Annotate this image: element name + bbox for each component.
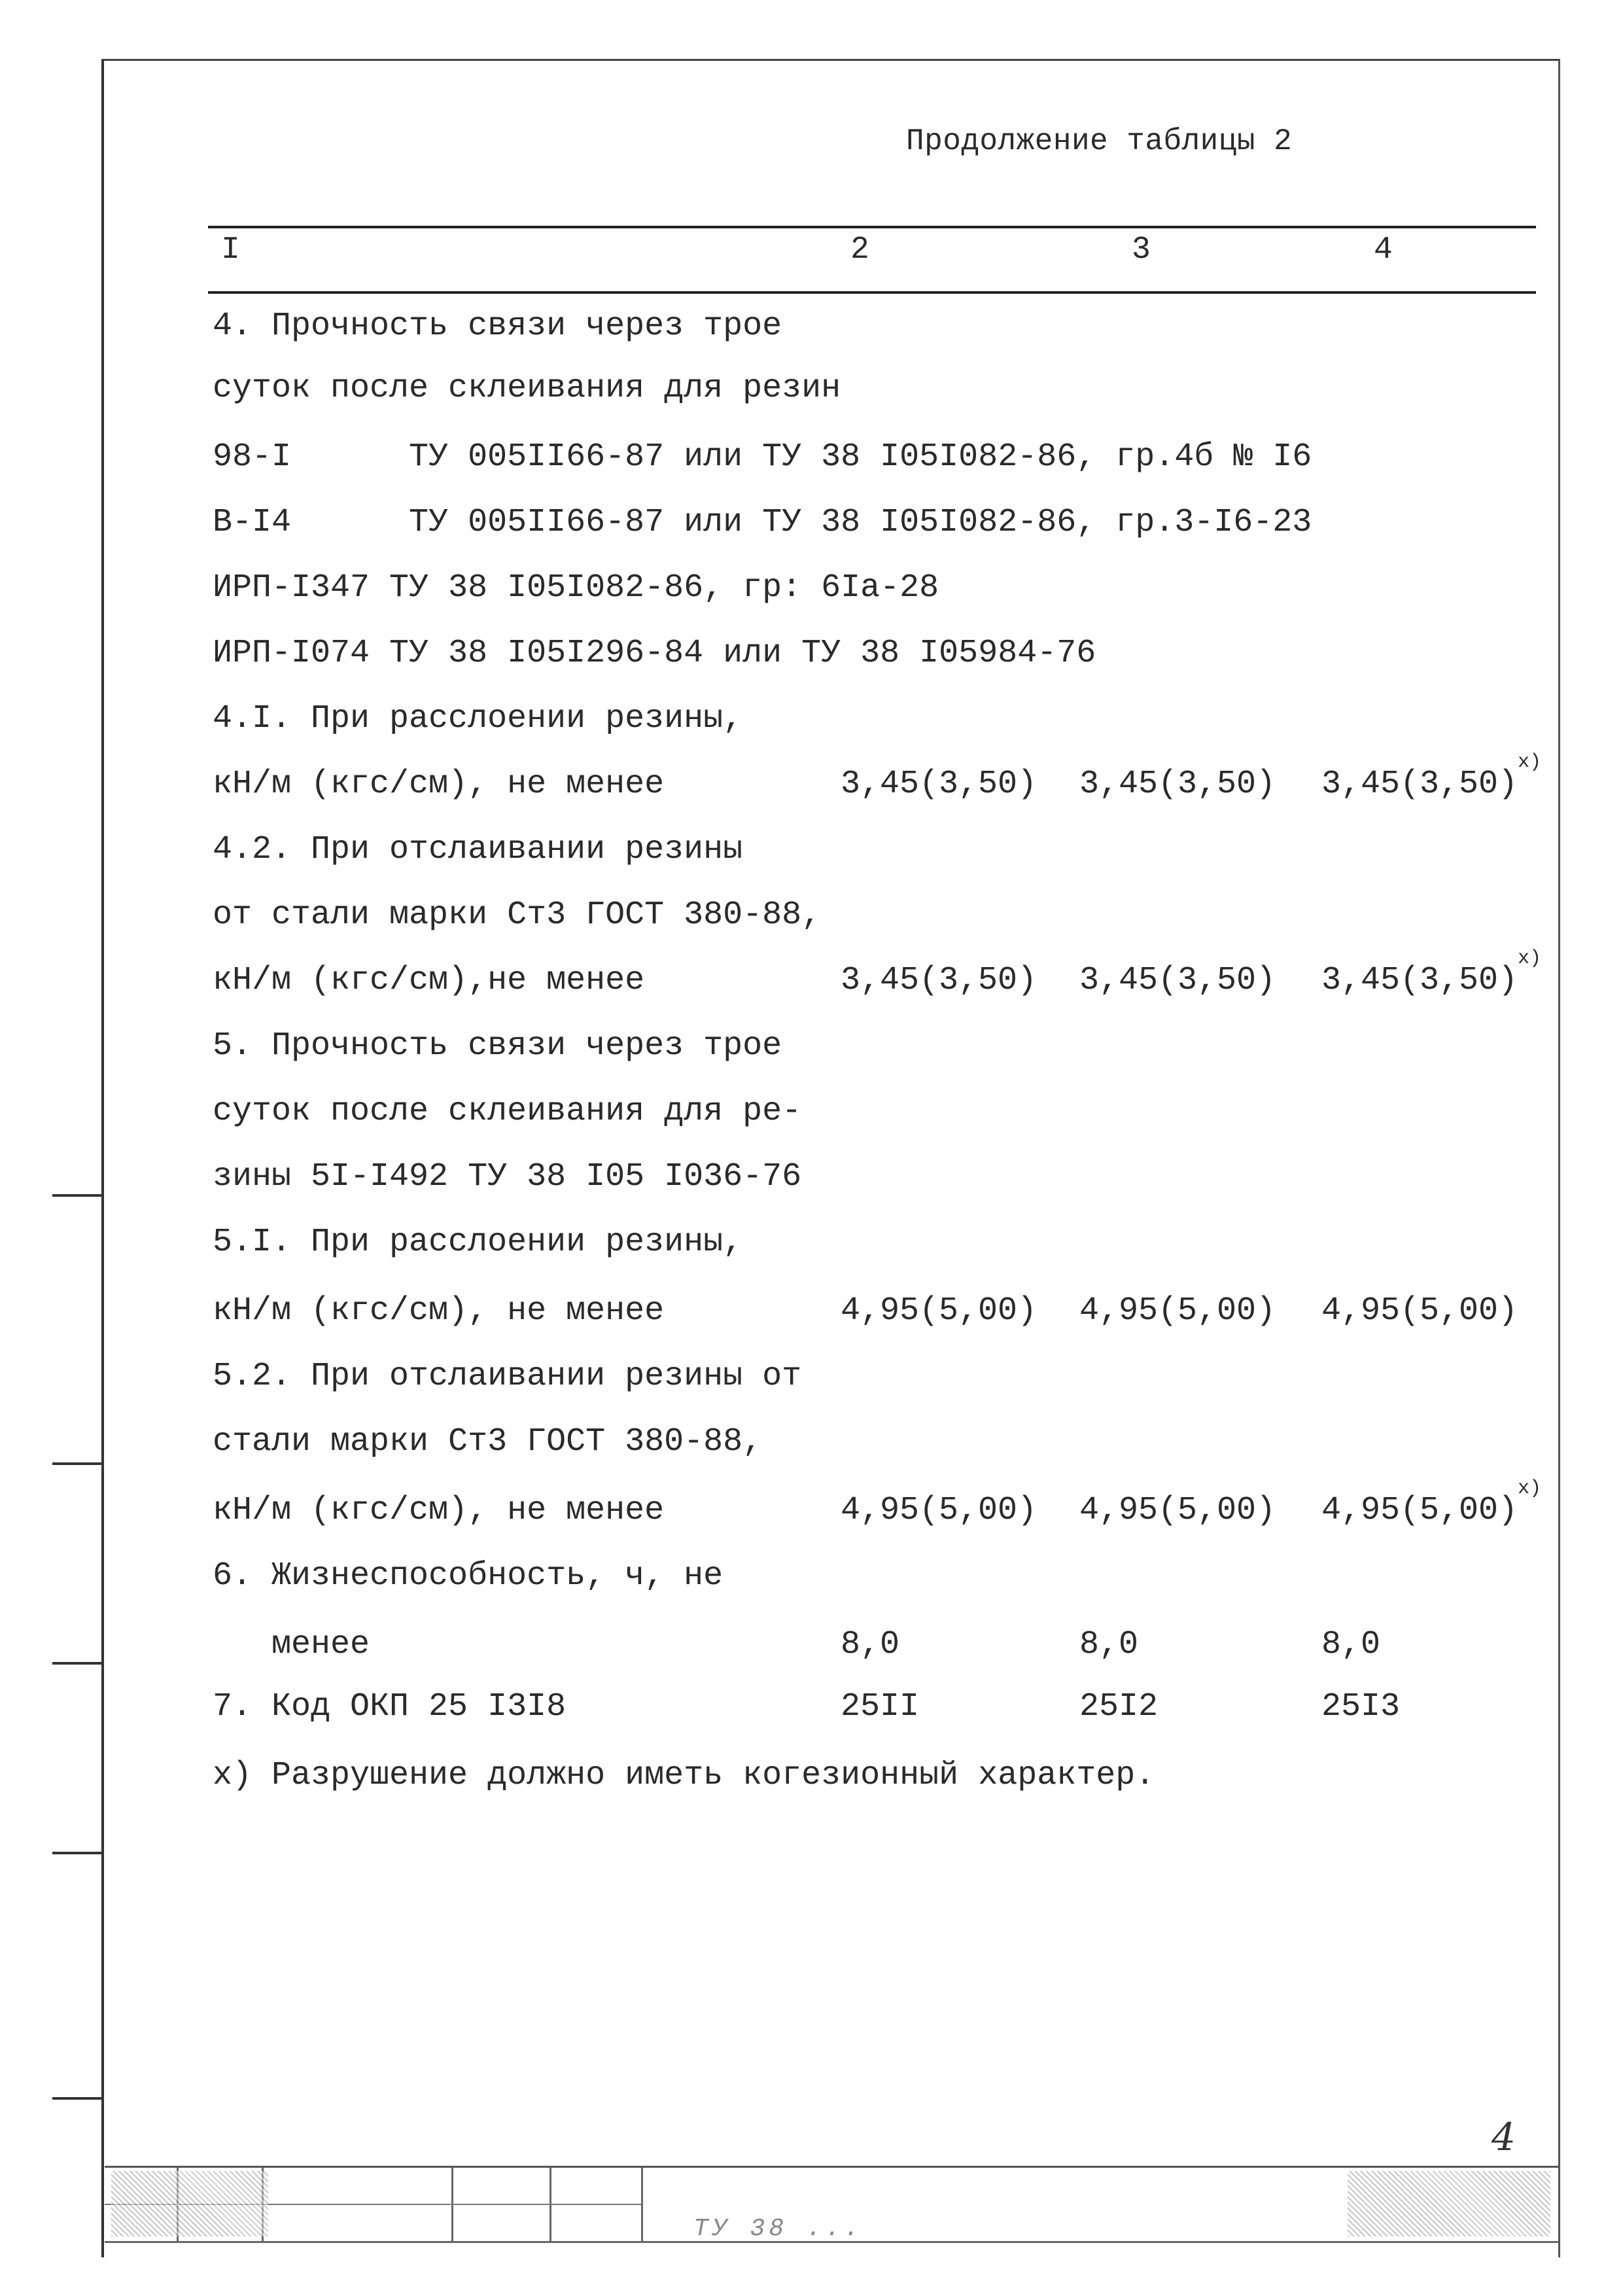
row-label: 4.2. При отслаивании резины — [213, 831, 743, 868]
page-number: 4 — [1492, 2115, 1516, 2159]
row-label: кН/м (кгс/см), не менее — [213, 766, 665, 803]
table-row — [0, 308, 1623, 373]
row-label: 7. Код ОКП 25 I3I8 — [213, 1688, 567, 1725]
row-label: суток после склеивания для ре- — [213, 1093, 802, 1130]
row-label: суток после склеивания для резин — [213, 370, 841, 407]
table-row — [0, 1477, 1623, 1557]
row-label: от стали марки Ст3 ГОСТ 380-88, — [213, 896, 822, 934]
column-header-3: 3 — [1132, 232, 1151, 268]
cell-col-2: 4,95(5,00) — [841, 1292, 1038, 1330]
cell-col-2: 3,45(3,50) — [841, 766, 1038, 803]
cell-col-4: 8,0 — [1321, 1626, 1381, 1663]
cell-col-2: 4,95(5,00) — [841, 1492, 1038, 1529]
cell-col-3: 4,95(5,00) — [1079, 1492, 1276, 1529]
column-header-2: 2 — [850, 232, 869, 268]
footnote-mark: x) — [1518, 1477, 1542, 1500]
stamp-scan-noise — [111, 2171, 268, 2236]
table-row — [0, 1757, 1623, 1822]
row-label: 4. Прочность связи через трое — [213, 308, 782, 345]
row-label: В-I4 ТУ 005II66-87 или ТУ 38 I05I082-86, гр.3-I6-23 — [213, 504, 1312, 541]
row-label: 5. Прочность связи через трое — [213, 1027, 782, 1065]
cell-col-3: 3,45(3,50) — [1079, 962, 1276, 999]
cell-col-4: 25I3 — [1321, 1688, 1401, 1725]
row-label: кН/м (кгс/см), не менее — [213, 1292, 665, 1330]
cell-col-2: 8,0 — [841, 1626, 900, 1663]
margin-tick — [52, 1852, 103, 1854]
table-row — [0, 569, 1623, 635]
table-row — [0, 1027, 1623, 1093]
row-label: 5.I. При расслоении резины, — [213, 1224, 743, 1261]
row-label: 98-I ТУ 005II66-87 или ТУ 38 I05I082-86, гр.4б № I6 — [213, 438, 1312, 476]
cell-col-3: 25I2 — [1079, 1688, 1159, 1725]
row-label: стали марки Ст3 ГОСТ 380-88, — [213, 1423, 763, 1460]
footnote-mark: x) — [1518, 947, 1542, 970]
table-row — [0, 947, 1623, 1027]
table-row — [0, 1557, 1623, 1623]
stamp-scan-noise — [1348, 2171, 1550, 2236]
table-row — [0, 1158, 1623, 1224]
row-label: менее — [213, 1626, 370, 1663]
cell-col-3: 4,95(5,00) — [1079, 1292, 1276, 1330]
cell-col-4: 4,95(5,00) — [1321, 1292, 1518, 1330]
table-row — [0, 504, 1623, 569]
table-row — [0, 896, 1623, 962]
row-label: 4.I. При расслоении резины, — [213, 700, 743, 737]
table-row — [0, 438, 1623, 504]
row-label: ИРП-I074 ТУ 38 I05I296-84 или ТУ 38 I05984-76 — [213, 635, 1096, 672]
cell-col-4: 3,45(3,50) x) — [1321, 751, 1542, 803]
table-row — [0, 1292, 1623, 1358]
table-row — [0, 1224, 1623, 1289]
cell-col-4: 4,95(5,00) x) — [1321, 1477, 1542, 1529]
row-label: кН/м (кгс/см), не менее — [213, 1492, 665, 1529]
table-row — [0, 1423, 1623, 1489]
margin-tick — [52, 2097, 103, 2100]
table-row — [0, 831, 1623, 896]
table-row — [0, 635, 1623, 700]
row-label: х) Разрушение должно иметь когезионный характер. — [213, 1757, 1155, 1794]
row-label: зины 5I-I492 ТУ 38 I05 I036-76 — [213, 1158, 802, 1195]
row-label: кН/м (кгс/см),не менее — [213, 962, 645, 999]
table-row — [0, 370, 1623, 435]
column-header-1: I — [221, 232, 240, 268]
cell-col-2: 25II — [841, 1688, 920, 1725]
cell-col-4: 3,45(3,50) x) — [1321, 947, 1542, 999]
table-row — [0, 700, 1623, 766]
row-label: 5.2. При отслаивании резины от — [213, 1358, 802, 1395]
row-label: ИРП-I347 ТУ 38 I05I082-86, гр: 6Iа-28 — [213, 569, 939, 607]
table-continuation-caption: Продолжение таблицы 2 — [906, 124, 1293, 158]
table-row — [0, 1688, 1623, 1754]
stamp-text: ТУ 38 ... — [693, 2215, 864, 2243]
cell-col-3: 3,45(3,50) — [1079, 766, 1276, 803]
column-header-4: 4 — [1374, 232, 1393, 268]
footnote-mark: x) — [1518, 751, 1542, 773]
table-row — [0, 1358, 1623, 1423]
table-row — [0, 751, 1623, 831]
row-label: 6. Жизнеспособность, ч, не — [213, 1557, 724, 1595]
cell-col-3: 8,0 — [1079, 1626, 1139, 1663]
table-row — [0, 1093, 1623, 1158]
cell-col-2: 3,45(3,50) — [841, 962, 1038, 999]
table-top-rule — [208, 226, 1536, 228]
table-header-rule — [208, 291, 1536, 294]
table-row — [0, 1626, 1623, 1691]
